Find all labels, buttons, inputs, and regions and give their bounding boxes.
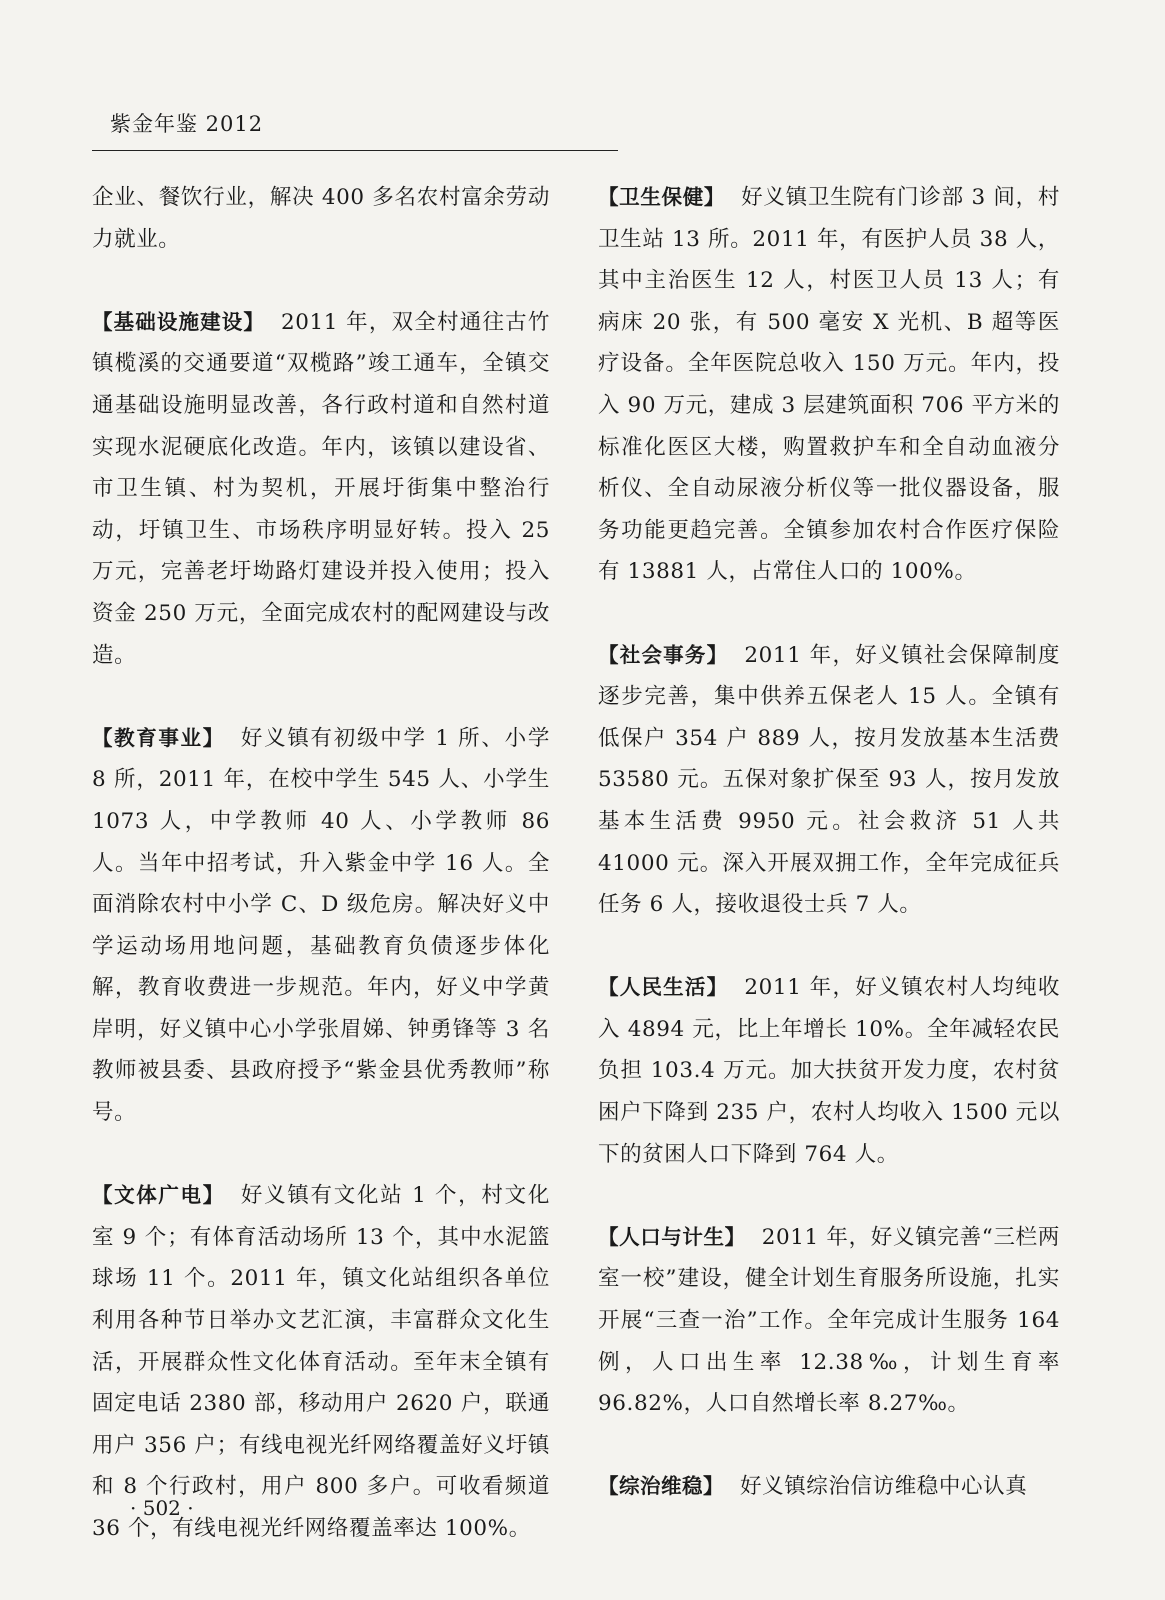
continued-paragraph: 企业、餐饮行业，解决 400 多名农村富余劳动力就业。 [92,185,550,252]
right-column [598,177,1060,1550]
section-title: 【社会事务】 [598,642,729,667]
section-title: 【基础设施建设】 [92,309,265,334]
section-title: 【文体广电】 [92,1183,225,1208]
section-body: 好义镇有文化站 1 个，村文化室 9 个；有体育活动场所 13 个，其中水泥篮球场 11 个。2011 年，镇文化站组织各单位利用各种节日举办文艺汇演，丰富群众文化生活，开展群众性文化体育活动。至年末全镇有固定电话 2380 部，移动用户 2620 户，联通用户 356 户；有线电视光纤网络覆盖好义圩镇和 8 个行政村，用户 800 多户。可收看频道 36 个，有线电视光纤网络覆盖率达 100%。 [92,1183,550,1541]
section-public-security [598,1466,1060,1508]
section-title: 【人民生活】 [598,975,729,1000]
section-social-affairs [598,635,1060,926]
section-paragraph [92,718,550,1134]
section-culture-sports-broadcast [92,1175,550,1549]
section-infrastructure [92,302,550,676]
section-body: 好义镇有初级中学 1 所、小学 8 所，2011 年，在校中学生 545 人、小学生 1073 人，中学教师 40 人、小学教师 86 人。当年中招考试，升入紫金中学 16 人。全面消除农村中小学 C、D 级危房。解决好义中学运动场用地问题，基础教育负债逐步体化解，教育收费进一步规范。年内，好义中学黄岸明，好义镇中心小学张眉娣、钟勇锋等 3 名教师被县委、县政府授予“紫金县优秀教师”称号。 [92,725,550,1126]
running-head: 紫金年鉴 2012 [110,112,264,136]
section-body: 2011 年，好义镇农村人均纯收入 4894 元，比上年增长 10%。全年减轻农民负担 103.4 万元。加大扶贫开发力度，农村贫困户下降到 235 户，农村人均收入 1500 元以下的贫困人口下降到 764 人。 [598,975,1060,1167]
section-population-family-planning [598,1217,1060,1425]
section-people-livelihood [598,967,1060,1175]
section-paragraph [92,1175,550,1549]
section-title: 【综治维稳】 [598,1474,724,1499]
section-paragraph [598,1466,1060,1508]
section-title: 【人口与计生】 [598,1224,746,1249]
page-number: · 502 · [130,1496,194,1520]
section-body: 好义镇综治信访维稳中心认真 [740,1474,1028,1500]
section-title: 【教育事业】 [92,725,225,750]
section-education [92,718,550,1134]
left-column [92,177,550,1591]
section-body: 2011 年，双全村通往古竹镇榄溪的交通要道“双榄路”竣工通车，全镇交通基础设施明显改善，各行政村道和自然村道实现水泥硬底化改造。年内，该镇以建设省、市卫生镇、村为契机，开展圩街集中整治行动，圩镇卫生、市场秩序明显好转。投入 25 万元，完善老圩坳路灯建设并投入使用；投入资金 250 万元，全面完成农村的配网建设与改造。 [92,309,551,668]
section-paragraph [598,967,1060,1175]
section-health [598,177,1060,593]
section-body: 2011 年，好义镇完善“三栏两室一校”建设，健全计划生育服务所设施，扎实开展“三查一治”工作。全年完成计生服务 164 例，人口出生率 12.38‰，计划生育率 96.82%，人口自然增长率 8.27‰。 [598,1224,1060,1417]
section-body: 2011 年，好义镇社会保障制度逐步完善，集中供养五保老人 15 人。全镇有低保户 354 户 889 人，按月发放基本生活费 53580 元。五保对象扩保至 93 人，按月发放基本生活费 9950 元。社会救济 51 人共 41000 元。深入开展双拥工作，全年完成征兵任务 6 人，接收退役士兵 7 人。 [598,642,1060,918]
header-rule [92,150,618,151]
section-paragraph [598,635,1060,926]
section-paragraph [598,177,1060,593]
section-body: 好义镇卫生院有门诊部 3 间，村卫生站 13 所。2011 年，有医护人员 38 人，其中主治医生 12 人，村医卫人员 13 人；有病床 20 张，有 500 毫安 X 光机、B 超等医疗设备。全年医院总收入 150 万元。年内，投入 90 万元，建成 3 层建筑面积 706 平方米的标准化医区大楼，购置救护车和全自动血液分析仪、全自动尿液分析仪等一批仪器设备，服务功能更趋完善。全镇参加农村合作医疗保险有 13881 人，占常住人口的 100%。 [598,185,1061,585]
section-title: 【卫生保健】 [598,185,726,209]
section-paragraph [92,302,550,676]
section-paragraph [598,1217,1060,1425]
